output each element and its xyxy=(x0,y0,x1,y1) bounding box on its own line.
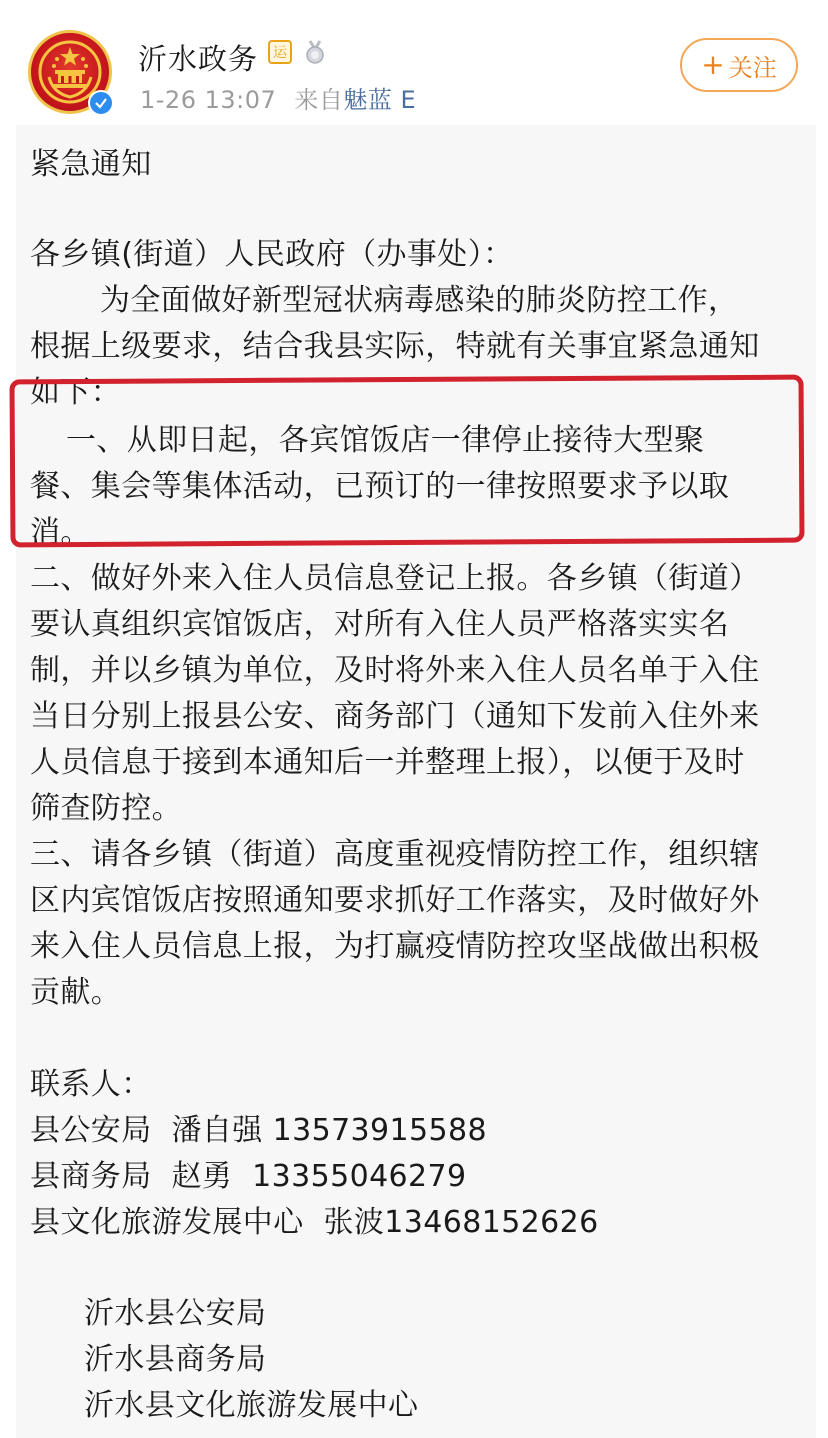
notice-item-2-line: 筛查防控。 xyxy=(30,791,182,826)
yun-badge-icon[interactable]: 运 xyxy=(268,40,292,64)
signature-line: 沂水县文化旅游发展中心 xyxy=(84,1388,419,1423)
source-prefix: 来自 xyxy=(294,86,344,114)
verified-icon xyxy=(88,90,114,116)
notice-item-2-line: 要认真组织宾馆饭店，对所有入住人员严格落实实名 xyxy=(30,607,730,642)
medal-icon[interactable] xyxy=(302,39,328,65)
notice-item-1-line: 餐、集会等集体活动，已预订的一律按照要求予以取 xyxy=(30,469,730,504)
highlight-annotation xyxy=(9,375,804,548)
notice-paragraph-line: 根据上级要求，结合我县实际，特就有关事宜紧急通知 xyxy=(30,329,760,364)
contact-line: 县公安局 潘自强 13573915588 xyxy=(30,1113,487,1148)
post-header xyxy=(0,0,828,125)
post-meta xyxy=(140,80,416,115)
notice-addressee: 各乡镇(街道）人民政府（办事处）： xyxy=(30,237,514,272)
notice-item-3-line: 来入住人员信息上报，为打赢疫情防控攻坚战做出积极 xyxy=(30,929,760,964)
notice-paragraph-line: 如下： xyxy=(30,375,122,410)
notice-item-2-line: 当日分别上报县公安、商务部门（通知下发前入住外来 xyxy=(30,699,760,734)
notice-item-2-line: 二、做好外来入住人员信息登记上报。各乡镇（街道） xyxy=(30,561,760,596)
follow-button[interactable] xyxy=(680,38,798,92)
signature-line: 沂水县商务局 xyxy=(84,1342,267,1377)
contact-line: 县商务局 赵勇 13355046279 xyxy=(30,1159,467,1194)
avatar[interactable] xyxy=(28,30,112,114)
contacts-heading: 联系人： xyxy=(30,1067,152,1102)
notice-item-2-line: 制，并以乡镇为单位，及时将外来入住人员名单于入住 xyxy=(30,653,760,688)
post-time: 1-26 13:07 xyxy=(140,86,277,114)
notice-item-3-line: 贡献。 xyxy=(30,975,122,1010)
plus-icon: + xyxy=(701,48,725,81)
follow-label: 关注 xyxy=(728,53,777,82)
notice-item-3-line: 三、请各乡镇（街道）高度重视疫情防控工作，组织辖 xyxy=(30,837,760,872)
contact-line: 县文化旅游发展中心 张波13468152626 xyxy=(30,1205,599,1240)
username[interactable]: 沂水政务 xyxy=(138,42,259,76)
notice-item-2-line: 人员信息于接到本通知后一并整理上报），以便于及时 xyxy=(30,745,745,780)
signature-line: 沂水县公安局 xyxy=(84,1296,267,1331)
post-body xyxy=(16,125,816,1438)
notice-item-3-line: 区内宾馆饭店按照通知要求抓好工作落实，及时做好外 xyxy=(30,883,760,918)
notice-paragraph-line: 为全面做好新型冠状病毒感染的肺炎防控工作， xyxy=(100,283,739,318)
post-source[interactable]: 魅蓝 E xyxy=(343,86,417,114)
notice-item-1-line: 一、从即日起，各宾馆饭店一律停止接待大型聚 xyxy=(66,423,705,458)
notice-title: 紧急通知 xyxy=(30,147,152,182)
notice-item-1-line: 消。 xyxy=(30,515,91,550)
